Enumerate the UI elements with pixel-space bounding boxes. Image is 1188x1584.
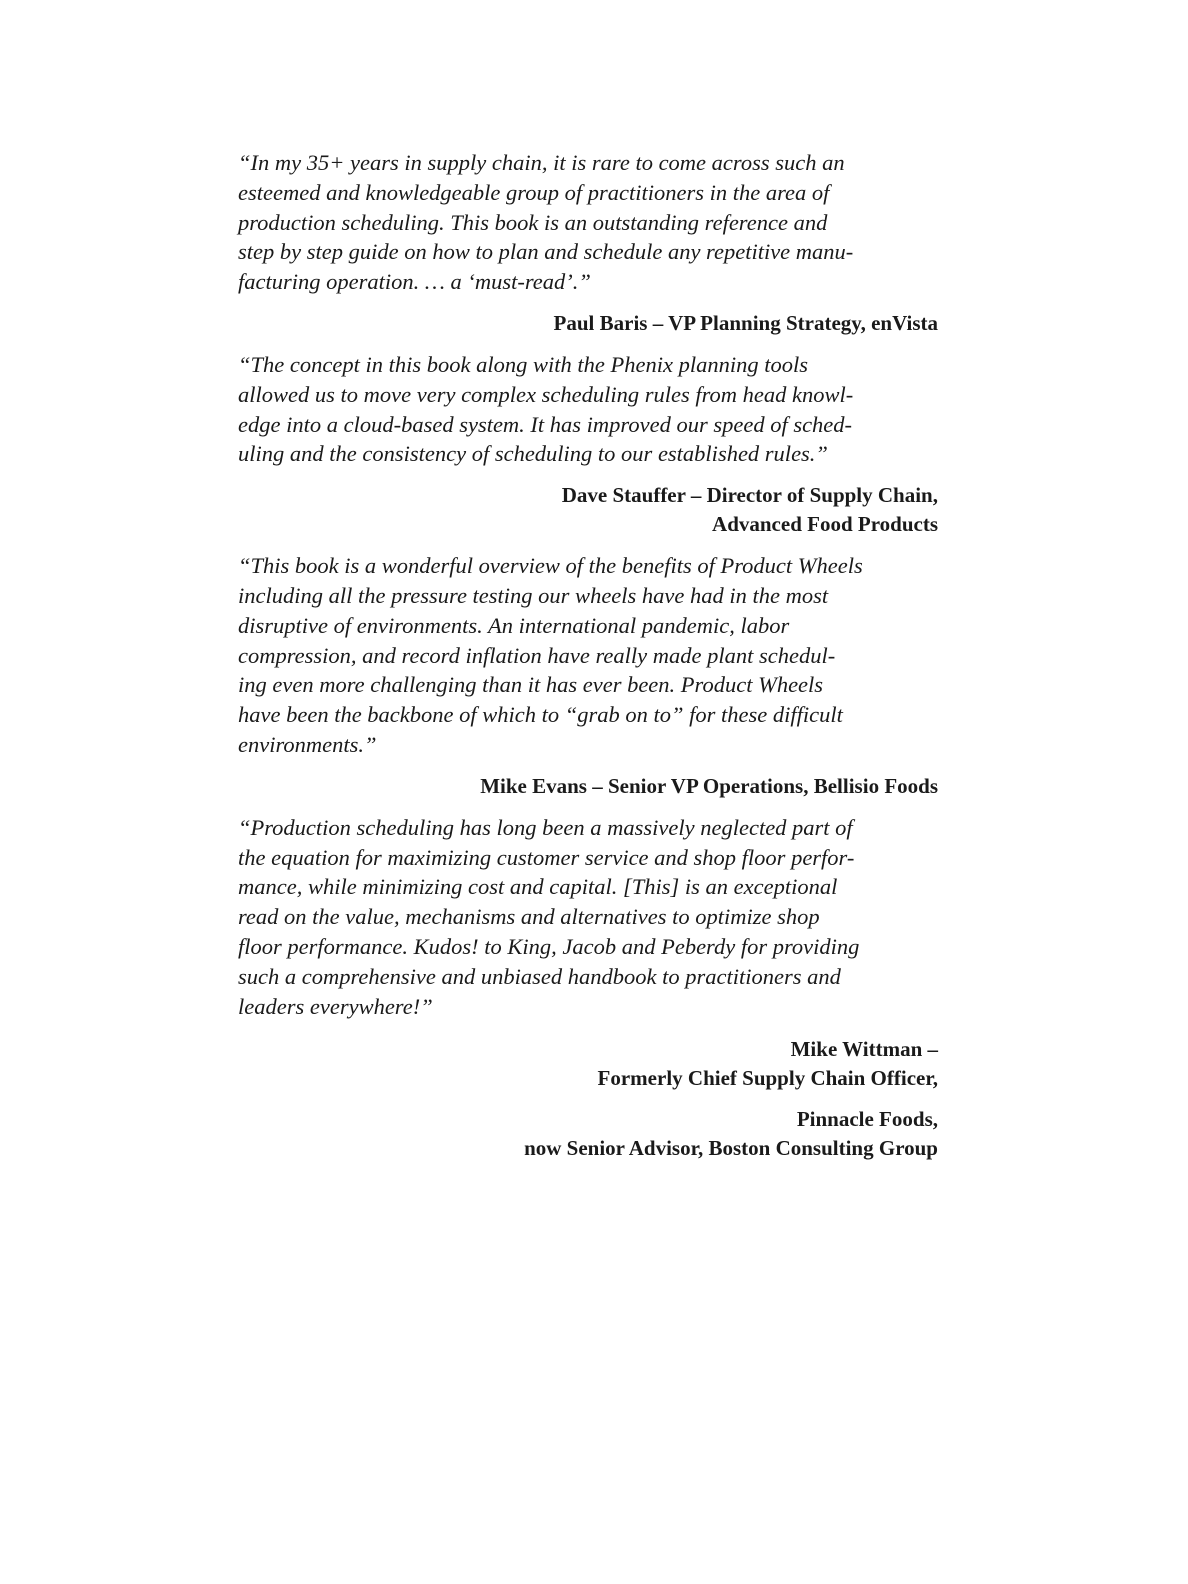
attribution-line: Formerly Chief Supply Chain Officer, bbox=[597, 1066, 938, 1091]
quote-line: “Production scheduling has long been a massively neglected part of bbox=[238, 814, 853, 840]
testimonials-page bbox=[238, 148, 938, 1175]
attribution-line: Mike Wittman – bbox=[790, 1037, 938, 1062]
attribution-line: Mike Evans – Senior VP Operations, Bellisio Foods bbox=[480, 773, 938, 798]
testimonial-quote-2 bbox=[238, 350, 938, 469]
quote-line: leaders everywhere!” bbox=[238, 993, 433, 1019]
attribution-line: Pinnacle Foods, bbox=[796, 1107, 938, 1132]
testimonial-quote-1 bbox=[238, 148, 938, 297]
quote-line: production scheduling. This book is an outstanding reference and bbox=[238, 209, 828, 235]
quote-line: esteemed and knowledgeable group of practitioners in the area of bbox=[238, 179, 830, 205]
testimonial-attribution-3 bbox=[238, 772, 938, 801]
attribution-line: Advanced Food Products bbox=[712, 512, 938, 537]
quote-line: floor performance. Kudos! to King, Jacob and Peberdy for providing bbox=[238, 933, 860, 959]
quote-line: edge into a cloud-based system. It has improved our speed of sched- bbox=[238, 411, 853, 437]
attribution-line: Paul Baris – VP Planning Strategy, enVista bbox=[553, 310, 938, 335]
quote-line: the equation for maximizing customer service and shop floor perfor- bbox=[238, 844, 855, 870]
testimonial-attribution-1 bbox=[238, 309, 938, 338]
quote-line: compression, and record inflation have really made plant schedul- bbox=[238, 642, 836, 668]
quote-line: have been the backbone of which to “grab on to” for these difficult bbox=[238, 702, 843, 728]
quote-line: “This book is a wonderful overview of the benefits of Product Wheels bbox=[238, 553, 863, 579]
quote-line: step by step guide on how to plan and schedule any repetitive manu- bbox=[238, 239, 854, 265]
quote-line: read on the value, mechanisms and alternatives to optimize shop bbox=[238, 904, 820, 930]
quote-line: allowed us to move very complex scheduling rules from head knowl- bbox=[238, 381, 854, 407]
testimonial-attribution-2 bbox=[238, 481, 938, 539]
quote-line: such a comprehensive and unbiased handbook to practitioners and bbox=[238, 963, 841, 989]
testimonial-attribution-4 bbox=[238, 1035, 938, 1093]
testimonial-quote-4 bbox=[238, 813, 938, 1022]
testimonial-attribution-4-continued bbox=[238, 1105, 938, 1163]
quote-line: disruptive of environments. An international pandemic, labor bbox=[238, 612, 790, 638]
quote-line: including all the pressure testing our wheels have had in the most bbox=[238, 582, 829, 608]
quote-line: facturing operation. … a ‘must-read’.” bbox=[238, 269, 591, 295]
attribution-line: Dave Stauffer – Director of Supply Chain, bbox=[561, 483, 938, 508]
quote-line: “In my 35+ years in supply chain, it is rare to come across such an bbox=[238, 150, 845, 175]
attribution-line: now Senior Advisor, Boston Consulting Group bbox=[524, 1136, 938, 1161]
testimonial-quote-3 bbox=[238, 551, 938, 760]
quote-line: mance, while minimizing cost and capital. [This] is an exceptional bbox=[238, 874, 838, 900]
quote-line: ing even more challenging than it has ever been. Product Wheels bbox=[238, 672, 824, 698]
quote-line: “The concept in this book along with the Phenix planning tools bbox=[238, 351, 808, 377]
quote-line: environments.” bbox=[238, 731, 377, 757]
quote-line: uling and the consistency of scheduling to our established rules.” bbox=[238, 441, 828, 467]
